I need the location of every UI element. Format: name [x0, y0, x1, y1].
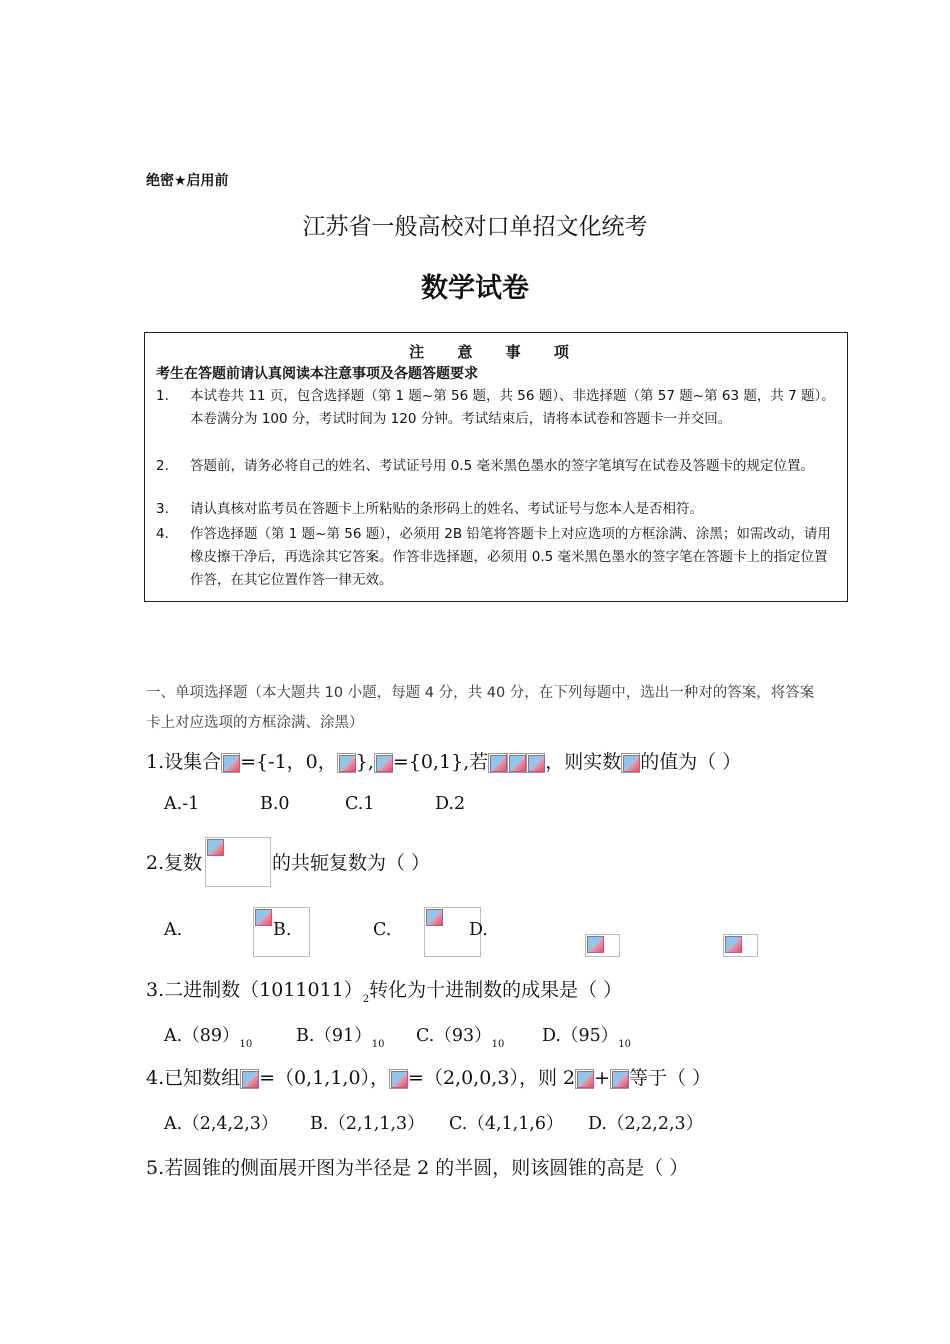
question-text: 2.复数: [146, 852, 203, 874]
option: A.（2,4,2,3）: [164, 1114, 279, 1134]
notice-box: [144, 332, 848, 602]
option: [542, 1022, 631, 1050]
broken-image-icon: [389, 1069, 408, 1089]
option-label: C.（93）: [416, 1026, 492, 1046]
notice-item: [156, 385, 840, 431]
section-heading: 一、单项选择题（本大题共 10 小题，每题 4 分，共 40 分，在下列每题中，选出一种对的答案，将答案卡上对应选项的方框涂满、涂黑）: [146, 685, 815, 731]
notice-item-number: 4.: [156, 526, 169, 542]
option: D.: [469, 920, 488, 940]
notice-title: 注 意 事 项: [409, 343, 583, 361]
option: B.0: [260, 794, 290, 814]
broken-image-icon: [610, 1069, 629, 1089]
notice-item-number: 1.: [156, 388, 169, 404]
subscript: 2: [362, 994, 370, 1005]
question-text: ，则实数: [545, 751, 622, 773]
option: C.1: [345, 794, 375, 814]
notice-item: [156, 498, 840, 521]
notice-item-text: 作答选择题（第 1 题~第 56 题），必须用 2B 铅笔将答题卡上对应选项的方框涂满、涂黑；如需改动，请用橡皮擦干净后，再选涂其它答案。作答非选择题，必须用 0.5 毫米黑色墨水的签字笔在答题卡上的指定位置作答，在其它位置作答一律无效。: [190, 526, 831, 588]
option: C.（4,1,1,6）: [449, 1114, 564, 1134]
question-text: 等于（ ）: [629, 1067, 712, 1089]
notice-item-text: 答题前，请务必将自己的姓名、考试证号用 0.5 毫米黑色墨水的签字笔填写在试卷及答题卡的规定位置。: [190, 458, 815, 474]
option: D.2: [435, 794, 466, 814]
option: [296, 1022, 384, 1050]
question-text: =（2,0,0,3），则 2: [408, 1067, 576, 1089]
question-text: =（0,1,1,0），: [259, 1067, 390, 1089]
notice-item-text: 请认真核对监考员在答题卡上所粘贴的条形码上的姓名、考试证号与您本人是否相符。: [190, 501, 703, 517]
question-text: ={0,1},若: [392, 751, 489, 773]
option: [164, 1022, 252, 1050]
option-label: D.（95）: [542, 1026, 619, 1046]
notice-item: [156, 455, 840, 478]
question-4: [146, 1063, 711, 1090]
broken-image-icon: [374, 753, 393, 773]
broken-image-icon: [337, 753, 356, 773]
question-5: 5.若圆锥的侧面展开图为半径是 2 的半圆，则该圆锥的高是（ ）: [146, 1157, 689, 1179]
notice-subtitle: 考生在答题前请认真阅读本注意事项及各题答题要求: [156, 366, 478, 382]
option: D.（2,2,2,3）: [588, 1114, 704, 1134]
notice-item-number: 2.: [156, 458, 169, 474]
option-label: A.（89）: [164, 1026, 240, 1046]
question-text: 3.二进制数（1011011）: [146, 979, 363, 1001]
option: B.: [273, 920, 292, 940]
question-2: [146, 848, 202, 875]
question-text: ={-1，0，: [240, 751, 337, 773]
broken-image-icon: [723, 934, 758, 957]
broken-image-icon: [221, 753, 240, 773]
question-3: [146, 975, 622, 1005]
subscript: 10: [239, 1039, 253, 1050]
broken-image-icon: [240, 1069, 259, 1089]
broken-image-icon: [205, 837, 271, 887]
question-text: 的值为（ ）: [640, 751, 742, 773]
question-text: 的共轭复数为（ ）: [272, 852, 431, 874]
option: [416, 1022, 504, 1050]
broken-image-icon: [507, 753, 526, 773]
broken-image-icon: [575, 1069, 594, 1089]
broken-image-icon: [621, 753, 640, 773]
subscript: 10: [371, 1039, 385, 1050]
option-label: B.（91）: [296, 1026, 372, 1046]
broken-image-icon: [488, 753, 507, 773]
notice-item-number: 3.: [156, 501, 169, 517]
subscript: 10: [618, 1039, 631, 1050]
secret-label: 绝密★启用前: [146, 173, 229, 189]
notice-item-text: 本试卷共 11 页，包含选择题（第 1 题~第 56 题，共 56 题）、非选择题（第 57 题~第 63 题，共 7 题）。本卷满分为 100 分，考试时间为 120 分钟。考试结束后，请将本试卷和答题卡一并交回。: [190, 388, 835, 427]
exam-subject-title: 数学试卷: [421, 273, 529, 304]
subscript: 10: [491, 1039, 505, 1050]
question-text: 转化为十进制数的成果是（ ）: [369, 979, 623, 1001]
question-text: +: [594, 1067, 610, 1089]
option: A.-1: [164, 794, 200, 814]
exam-title: 江苏省一般高校对口单招文化统考: [302, 214, 648, 240]
question-text: 1.设集合: [146, 751, 222, 773]
broken-image-icon: [585, 934, 620, 957]
option: C.: [373, 920, 392, 940]
question-text: 4.已知数组: [146, 1067, 241, 1089]
option: A.: [164, 920, 183, 940]
option: B.（2,1,1,3）: [310, 1114, 425, 1134]
notice-item: [156, 523, 840, 592]
question-1: [146, 747, 741, 774]
question-text: },: [355, 751, 374, 773]
broken-image-icon: [526, 753, 545, 773]
